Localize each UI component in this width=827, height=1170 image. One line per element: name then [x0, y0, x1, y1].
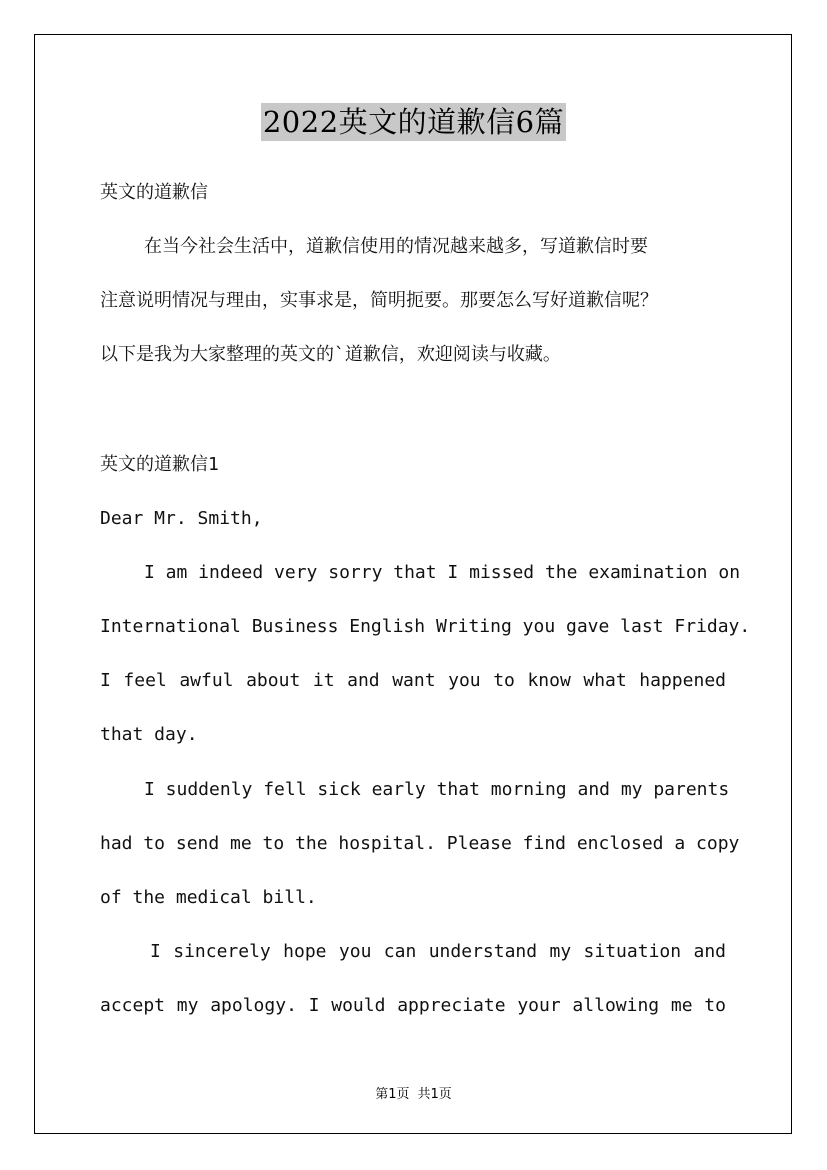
letter-line-8: I sincerely hope you can understand my situation and	[150, 941, 726, 962]
document-title-container	[0, 100, 827, 141]
intro-line-1: 在当今社会生活中，道歉信使用的情况越来越多，写道歉信时要	[144, 236, 648, 257]
salutation: Dear Mr. Smith,	[100, 508, 263, 529]
page-number: 第1页	[375, 1087, 410, 1102]
intro-line-2: 注意说明情况与理由，实事求是，简明扼要。那要怎么写好道歉信呢？	[100, 290, 658, 311]
letter-line-3: I feel awful about it and want you to know what happened	[100, 670, 726, 691]
page-total: 共1页	[417, 1087, 452, 1102]
letter-heading: 英文的道歉信1	[100, 454, 219, 475]
letter-line-5: I suddenly fell sick early that morning and my parents	[144, 779, 730, 800]
document-title: 2022英文的道歉信6篇	[262, 105, 565, 139]
page-footer	[0, 1083, 827, 1102]
letter-line-6: had to send me to the hospital. Please find enclosed a copy	[100, 833, 740, 854]
letter-line-4: that day.	[100, 724, 198, 745]
letter-line-2: International Business English Writing you gave last Friday.	[100, 616, 751, 637]
section-heading: 英文的道歉信	[100, 182, 208, 203]
letter-line-1: I am indeed very sorry that I missed the examination on	[144, 562, 741, 583]
letter-line-7: of the medical bill.	[100, 887, 317, 908]
intro-line-3: 以下是我为大家整理的英文的`道歉信，欢迎阅读与收藏。	[100, 344, 561, 365]
letter-line-9: accept my apology. I would appreciate your allowing me to	[100, 995, 726, 1016]
